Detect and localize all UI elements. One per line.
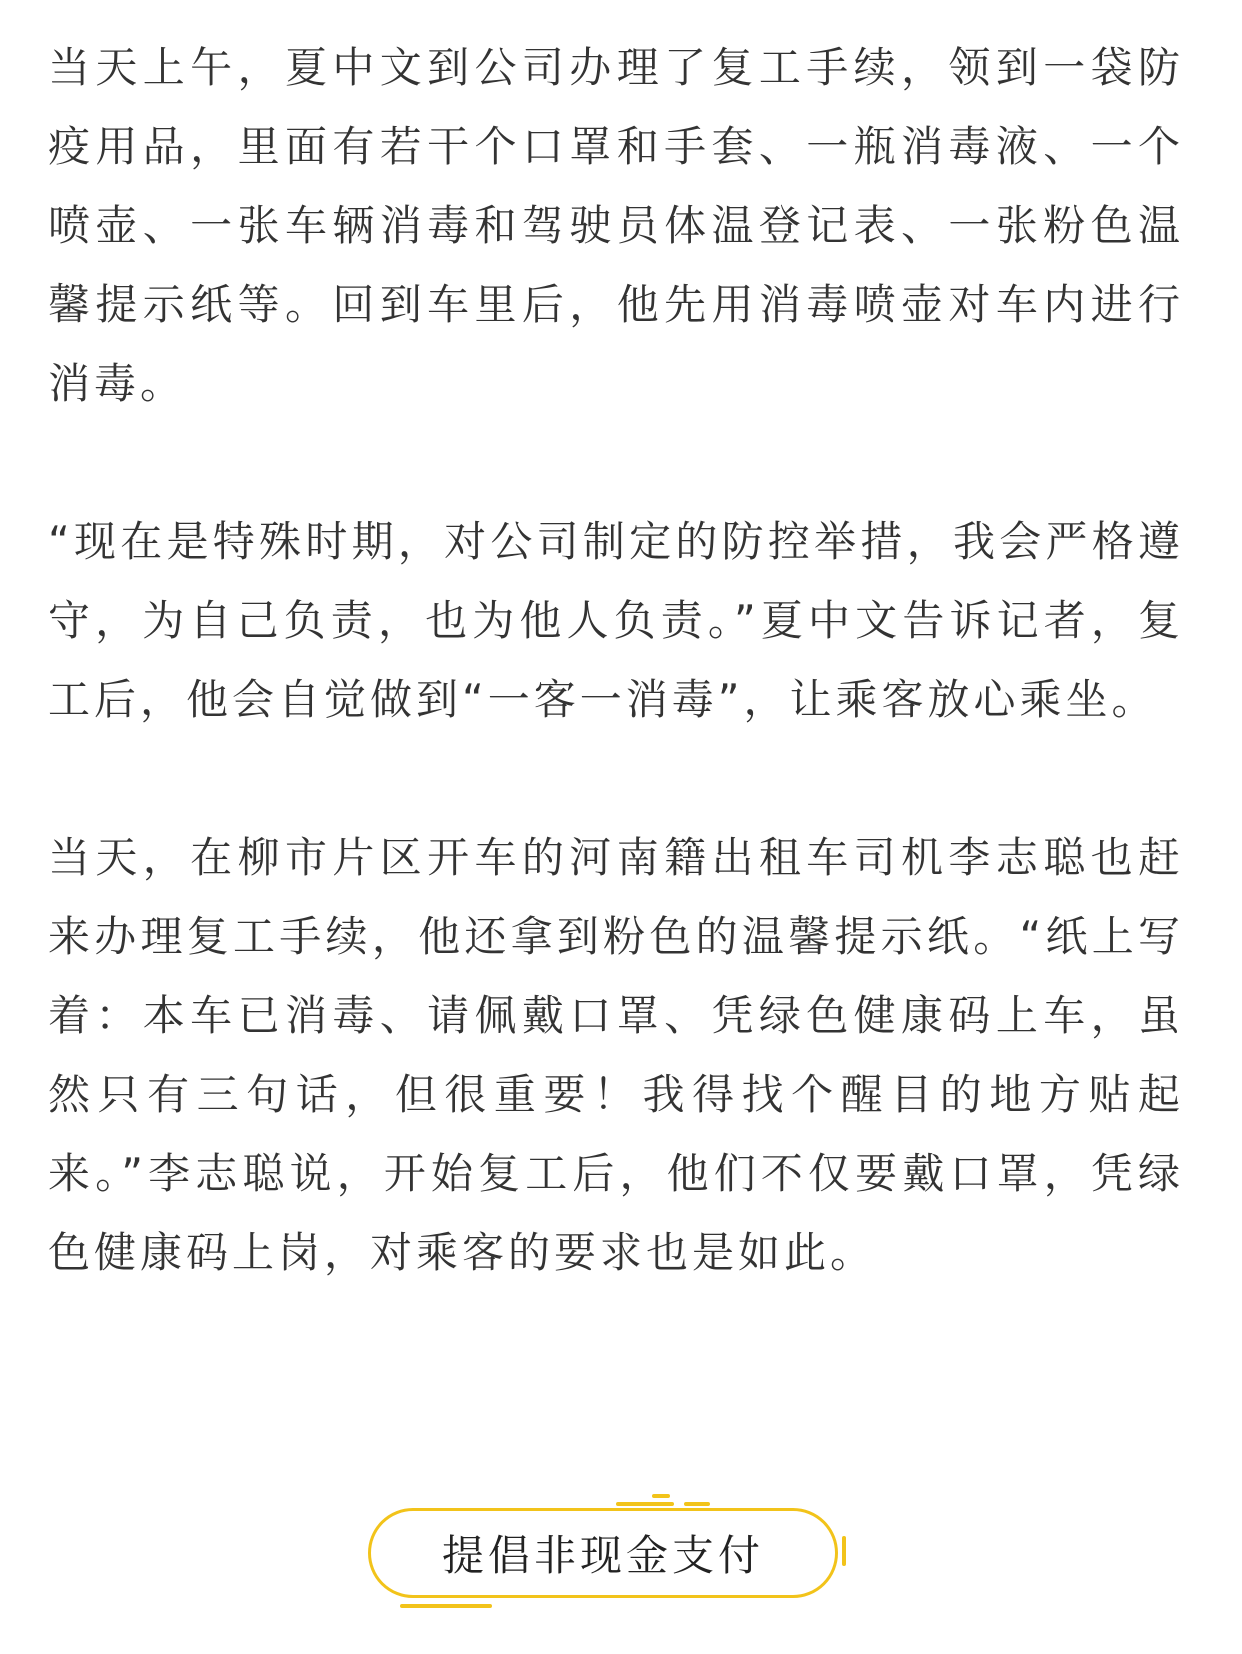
badge-decoration-top-dash-2 (684, 1502, 710, 1506)
badge-decoration-top-dot (652, 1494, 670, 1498)
article-body (48, 28, 1184, 1292)
section-heading-pill (368, 1508, 838, 1598)
section-heading-label: 提倡非现金支付 (441, 1531, 764, 1580)
section-heading-badge (356, 1494, 876, 1614)
article-paragraph-2: “现在是特殊时期，对公司制定的防控举措，我会严格遵守，为自己负责，也为他人负责。”夏中文告诉记者，复工后，他会自觉做到“一客一消毒”，让乘客放心乘坐。 (48, 517, 1184, 724)
badge-decoration-right-dash (842, 1536, 846, 1566)
article-paragraph-3: 当天，在柳市片区开车的河南籍出租车司机李志聪也赶来办理复工手续，他还拿到粉色的温馨提示纸。“纸上写着：本车已消毒、请佩戴口罩、凭绿色健康码上车，虽然只有三句话，但很重要！我得找个醒目的地方贴起来。”李志聪说，开始复工后，他们不仅要戴口罩，凭绿色健康码上岗，对乘客的要求也是如此。 (48, 833, 1184, 1277)
article-paragraph-1: 当天上午，夏中文到公司办理了复工手续，领到一袋防疫用品，里面有若干个口罩和手套、一瓶消毒液、一个喷壶、一张车辆消毒和驾驶员体温登记表、一张粉色温馨提示纸等。回到车里后，他先用消毒喷壶对车内进行消毒。 (48, 43, 1184, 408)
badge-decoration-bottom-dash (400, 1604, 492, 1608)
badge-decoration-top-dash (616, 1502, 674, 1506)
